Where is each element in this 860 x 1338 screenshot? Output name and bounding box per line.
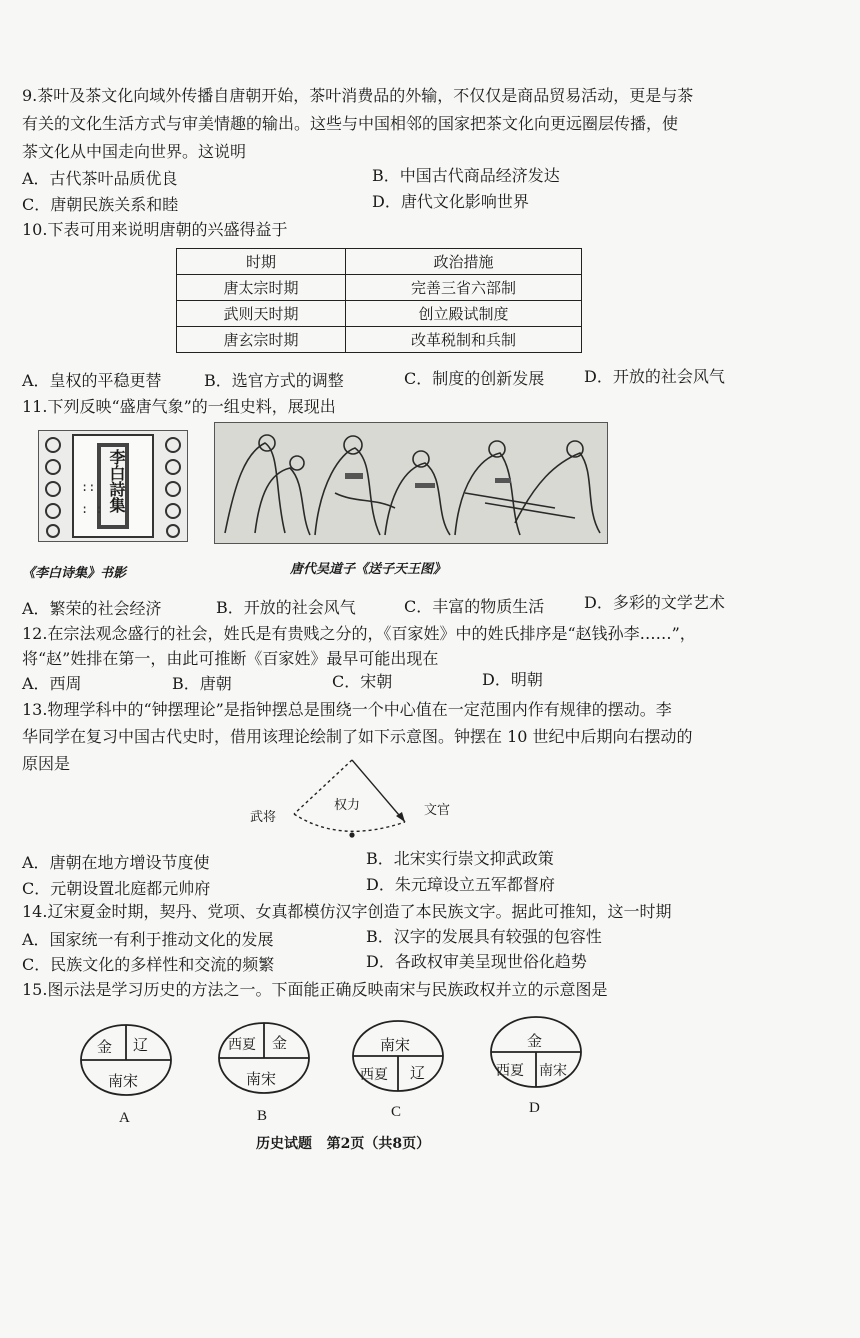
q9-option-d: D．唐代文化影响世界 — [372, 192, 529, 211]
q13-stem-line-2: 华同学在复习中国古代史时，借用该理论绘制了如下示意图。钟摆在 10 世纪中后期向右摆动的 — [22, 727, 693, 746]
circle-b-bottom: 南宋 — [246, 1070, 277, 1088]
q10-option-a: A．皇权的平稳更替 — [22, 371, 162, 390]
q12-option-a: A．西周 — [22, 674, 82, 693]
page-footer: 历史试题 第2页（共8页） — [256, 1136, 431, 1152]
table-cell: 唐太宗时期 — [177, 275, 346, 301]
q10-stem: 10.下表可用来说明唐朝的兴盛得益于 — [22, 220, 288, 239]
book-cover-image — [38, 430, 188, 542]
q13-option-b: B．北宋实行崇文抑武政策 — [366, 849, 554, 868]
q12-option-b: B．唐朝 — [172, 674, 232, 693]
table-header-cell: 时期 — [177, 249, 346, 275]
painting-illustration — [215, 423, 607, 543]
circle-a-letter: A — [119, 1110, 130, 1126]
table-cell: 武则天时期 — [177, 301, 346, 327]
table-row — [177, 301, 582, 327]
circle-b-letter: B — [257, 1108, 268, 1124]
q13-option-a: A．唐朝在地方增设节度使 — [22, 853, 210, 872]
diagram-label-left: 武将 — [250, 810, 277, 825]
circle-a-top-left: 金 — [97, 1038, 113, 1056]
q13-stem-line-1: 13.物理学科中的“钟摆理论”是指钟摆总是围绕一个中心值在一定范围内作有规律的摆动。李 — [22, 700, 672, 719]
table-header-cell: 政治措施 — [346, 249, 582, 275]
q9-option-c: C．唐朝民族关系和睦 — [22, 195, 179, 214]
circle-d-top: 金 — [527, 1032, 543, 1050]
policy-table — [176, 248, 582, 353]
painting-image — [214, 422, 608, 544]
table-cell: 唐玄宗时期 — [177, 327, 346, 353]
q14-option-d: D．各政权审美呈现世俗化趋势 — [366, 952, 587, 971]
diagram-label-right: 文官 — [424, 803, 451, 818]
table-row — [177, 327, 582, 353]
book-title: 李白詩集 — [107, 449, 126, 513]
q9-stem-line-1: 9.茶叶及茶文化向域外传播自唐朝开始，茶叶消费品的外输，不仅仅是商品贸易活动，更是与茶 — [22, 86, 694, 105]
table-cell: 改革税制和兵制 — [346, 327, 582, 353]
q12-option-c: C．宋朝 — [332, 672, 393, 691]
circle-c-bottom-right: 辽 — [410, 1064, 426, 1082]
circle-a-bottom: 南宋 — [108, 1072, 139, 1090]
q10-option-c: C．制度的创新发展 — [404, 369, 545, 388]
q11-option-b: B．开放的社会风气 — [216, 598, 356, 617]
table-cell: 完善三省六部制 — [346, 275, 582, 301]
q15-stem: 15.图示法是学习历史的方法之一。下面能正确反映南宋与民族政权并立的示意图是 — [22, 980, 608, 999]
circle-c-letter: C — [391, 1104, 402, 1120]
q14-option-a: A．国家统一有利于推动文化的发展 — [22, 930, 274, 949]
table-row — [177, 275, 582, 301]
svg-text:::: :: — [81, 480, 96, 494]
q9-stem-line-3: 茶文化从中国走向世界。这说明 — [22, 142, 247, 161]
table-cell: 创立殿试制度 — [346, 301, 582, 327]
q9-stem-line-2: 有关的文化生活方式与审美情趣的输出。这些与中国相邻的国家把茶文化向更远圈层传播，使 — [22, 114, 679, 133]
q11-option-a: A．繁荣的社会经济 — [22, 599, 162, 618]
q14-option-b: B．汉字的发展具有较强的包容性 — [366, 927, 602, 946]
q13-stem-line-3: 原因是 — [22, 754, 71, 773]
q12-option-d: D．明朝 — [482, 670, 543, 689]
circle-b-top-right: 金 — [272, 1034, 288, 1052]
circle-d-bottom-right: 南宋 — [539, 1063, 567, 1079]
diagram-label-center: 权力 — [334, 798, 361, 813]
q12-stem-line-1: 12.在宗法观念盛行的社会，姓氏是有贵贱之分的，《百家姓》中的姓氏排序是“赵钱孙李……”， — [22, 624, 696, 643]
q12-stem-line-2: 将“赵”姓排在第一，由此可推断《百家姓》最早可能出现在 — [22, 649, 439, 668]
circle-c-top: 南宋 — [380, 1036, 411, 1054]
pendulum-center-dot — [349, 832, 354, 837]
painting-caption: 唐代吴道子《送子天王图》 — [290, 562, 447, 577]
circle-c-bottom-left: 西夏 — [360, 1067, 388, 1083]
svg-text:: :: : : — [81, 502, 103, 516]
q10-option-d: D．开放的社会风气 — [584, 367, 725, 386]
q11-stem: 11.下列反映“盛唐气象”的一组史料，展现出 — [22, 397, 336, 416]
q11-option-d: D．多彩的文学艺术 — [584, 593, 725, 612]
book-caption: 《李白诗集》书影 — [22, 566, 127, 581]
q13-option-c: C．元朝设置北庭都元帅府 — [22, 879, 211, 898]
pendulum-arc — [294, 814, 405, 831]
q9-option-a: A．古代茶叶品质优良 — [22, 169, 178, 188]
q9-option-b: B．中国古代商品经济发达 — [372, 166, 560, 185]
circle-d-bottom-left: 西夏 — [496, 1063, 524, 1079]
q14-option-c: C．民族文化的多样性和交流的频繁 — [22, 955, 275, 974]
q14-stem: 14.辽宋夏金时期，契丹、党项、女真都模仿汉字创造了本民族文字。据此可推知，这一时期 — [22, 902, 672, 921]
table-header-row — [177, 249, 582, 275]
circle-b-top-left: 西夏 — [228, 1037, 256, 1053]
circle-a-top-right: 辽 — [133, 1036, 149, 1054]
q13-option-d: D．朱元璋设立五军都督府 — [366, 875, 555, 894]
circle-d-letter: D — [529, 1100, 540, 1116]
q11-option-c: C．丰富的物质生活 — [404, 597, 545, 616]
q10-option-b: B．选官方式的调整 — [204, 371, 344, 390]
